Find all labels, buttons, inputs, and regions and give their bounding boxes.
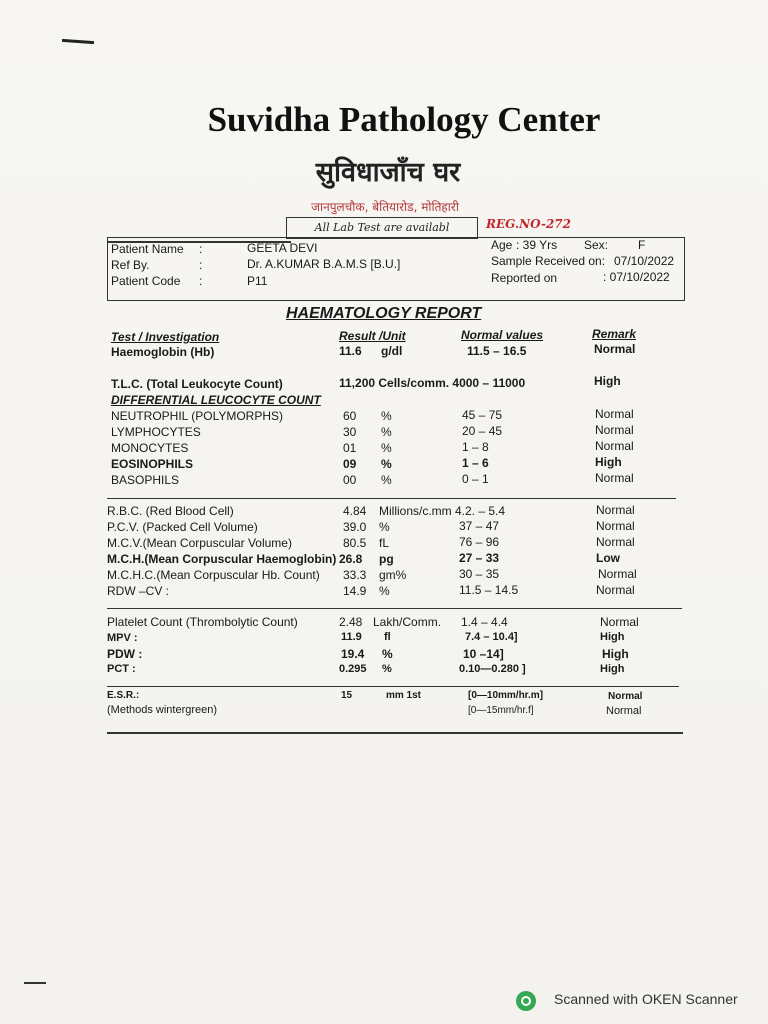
- test-result: 33.3: [343, 568, 367, 582]
- oken-scanner-icon: [516, 991, 536, 1011]
- section-divider: [107, 498, 676, 499]
- test-result: 39.0: [343, 520, 367, 534]
- esr-method: (Methods wintergreen): [107, 704, 218, 716]
- test-unit: %: [382, 663, 392, 675]
- dlc-heading: DIFFERENTIAL LEUCOCYTE COUNT: [111, 393, 321, 407]
- age-value: : 39 Yrs: [516, 238, 558, 252]
- test-unit: pg: [379, 552, 394, 566]
- lab-address: जानपुलचौक, बेतियारोड, मोतिहारी: [311, 200, 459, 214]
- test-result: 11.6: [339, 344, 362, 358]
- column-header-remark: Remark: [592, 327, 637, 341]
- ref-by-label: Ref By.: [111, 258, 150, 272]
- test-result: 11.9: [341, 631, 362, 643]
- bottom-divider: [107, 732, 683, 734]
- test-unit: gm%: [379, 568, 407, 582]
- test-unit: %: [381, 473, 392, 487]
- test-remark: High: [600, 631, 625, 643]
- test-remark: Normal: [595, 423, 634, 437]
- test-normal-range: 11.5 – 14.5: [459, 583, 519, 597]
- lab-name-hindi: सुविधाजाँच घर: [315, 157, 461, 188]
- report-title: HAEMATOLOGY REPORT: [286, 305, 482, 322]
- sample-received-label: Sample Received on:: [491, 254, 606, 268]
- registration-number: REG.NO-272: [486, 217, 572, 231]
- sample-received-date: 07/10/2022: [614, 254, 675, 268]
- patient-code-value: P11: [247, 274, 268, 288]
- pen-mark: [24, 982, 46, 984]
- esr-normal-male: [0—10mm/hr.m]: [468, 690, 544, 701]
- test-name: E.S.R.:: [107, 690, 140, 701]
- test-unit: mm 1st: [386, 690, 422, 701]
- test-normal-range: 11.5 – 16.5: [467, 344, 527, 358]
- colon: :: [199, 258, 203, 272]
- test-remark: High: [600, 663, 625, 675]
- test-result: 00: [343, 473, 357, 487]
- test-result: 60: [343, 409, 357, 423]
- test-remark: Normal: [594, 342, 636, 356]
- test-normal-range: 0.10—0.280 ]: [459, 663, 526, 675]
- test-name: LYMPHOCYTES: [111, 425, 201, 439]
- test-name: MONOCYTES: [111, 441, 189, 455]
- test-unit: %: [381, 425, 392, 439]
- scanner-watermark: Scanned with OKEN Scanner: [554, 991, 738, 1007]
- test-unit: g/dl: [381, 344, 403, 358]
- test-remark: Normal: [608, 691, 643, 702]
- age-label: Age: [491, 238, 513, 252]
- test-normal-range: 30 – 35: [459, 567, 500, 581]
- test-normal-range: 1 – 6: [462, 456, 489, 470]
- test-unit: %: [381, 409, 392, 423]
- test-result: 14.9: [343, 584, 367, 598]
- test-unit: %: [381, 457, 392, 471]
- test-remark: Normal: [595, 407, 634, 421]
- test-name: Platelet Count (Thrombolytic Count): [107, 615, 298, 629]
- test-result: 19.4: [341, 647, 365, 661]
- test-name: PDW :: [107, 647, 143, 661]
- test-name: PCT :: [107, 663, 136, 675]
- test-unit: Millions/c.mm 4.2. – 5.4: [379, 504, 506, 518]
- test-unit: fl: [384, 631, 391, 643]
- test-remark: Normal: [595, 439, 634, 453]
- test-normal-range: 10 –14]: [463, 647, 504, 661]
- test-result: 01: [343, 441, 357, 455]
- reported-on-label: Reported on: [491, 271, 558, 285]
- test-remark: High: [594, 374, 621, 388]
- test-unit: %: [381, 441, 392, 455]
- sex-value: F: [638, 238, 646, 252]
- column-header-normal: Normal values: [461, 328, 544, 342]
- test-result: 0.295: [339, 663, 367, 675]
- colon: :: [199, 274, 203, 288]
- test-normal-range: 20 – 45: [462, 424, 503, 438]
- test-name: T.L.C. (Total Leukocyte Count): [111, 377, 283, 391]
- colon: :: [199, 242, 203, 256]
- test-name: NEUTROPHIL (POLYMORPHS): [111, 409, 284, 423]
- patient-code-label: Patient Code: [111, 274, 181, 288]
- test-result: 15: [341, 690, 353, 701]
- test-result: 2.48: [339, 615, 363, 629]
- pen-mark: [62, 39, 94, 44]
- ref-by-value: Dr. A.KUMAR B.A.M.S [B.U.]: [247, 257, 401, 271]
- test-remark: High: [602, 647, 629, 661]
- lab-name: Suvidha Pathology Center: [207, 100, 601, 139]
- test-normal-range: 76 – 96: [459, 535, 500, 549]
- test-remark: Normal: [606, 705, 642, 717]
- test-result: 09: [343, 457, 357, 471]
- test-normal-range: 37 – 47: [459, 519, 500, 533]
- patient-name-value: GEETA DEVI: [247, 241, 318, 255]
- test-remark: Normal: [596, 583, 635, 597]
- test-result: 26.8: [339, 552, 363, 566]
- test-normal-range: 1.4 – 4.4: [461, 615, 508, 629]
- test-result: 4.84: [343, 504, 367, 518]
- test-normal-range: 7.4 – 10.4]: [465, 631, 518, 643]
- test-name: M.C.H.C.(Mean Corpuscular Hb. Count): [107, 568, 320, 582]
- patient-name-label: Patient Name: [111, 242, 184, 256]
- test-normal-range: 27 – 33: [459, 551, 500, 565]
- test-result: 80.5: [343, 536, 367, 550]
- test-name: P.C.V. (Packed Cell Volume): [107, 520, 258, 534]
- test-name: M.C.H.(Mean Corpuscular Haemoglobin): [107, 552, 337, 566]
- test-result: 11,200 Cells/comm. 4000 – 11000: [339, 376, 526, 390]
- test-normal-range: 45 – 75: [462, 408, 503, 422]
- section-divider: [107, 608, 682, 609]
- test-name: R.B.C. (Red Blood Cell): [107, 504, 234, 518]
- test-normal-range: 1 – 8: [462, 440, 489, 454]
- test-remark: Low: [596, 551, 620, 565]
- column-header-test: Test / Investigation: [111, 330, 220, 344]
- tests-available-banner: All Lab Test are availabl: [286, 217, 478, 239]
- test-unit: %: [382, 647, 393, 661]
- test-remark: Normal: [595, 471, 634, 485]
- test-unit: %: [379, 520, 390, 534]
- column-header-result: Result /Unit: [339, 329, 406, 343]
- test-remark: Normal: [596, 519, 635, 533]
- test-remark: Normal: [596, 535, 635, 549]
- test-unit: fL: [379, 536, 390, 550]
- test-unit: %: [379, 584, 390, 598]
- test-name: Haemoglobin (Hb): [111, 345, 215, 359]
- test-name: RDW –CV :: [107, 584, 170, 598]
- test-name: M.C.V.(Mean Corpuscular Volume): [107, 536, 292, 550]
- test-result: 30: [343, 425, 357, 439]
- test-normal-range: 0 – 1: [462, 472, 489, 486]
- test-name: MPV :: [107, 632, 138, 644]
- test-remark: Normal: [598, 567, 637, 581]
- esr-normal-female: [0—15mm/hr.f]: [468, 705, 534, 716]
- test-name: BASOPHILS: [111, 473, 180, 487]
- test-remark: Normal: [600, 615, 639, 629]
- section-divider: [107, 686, 679, 687]
- test-remark: High: [595, 455, 622, 469]
- test-name: EOSINOPHILS: [111, 457, 194, 471]
- test-unit: Lakh/Comm.: [373, 615, 442, 629]
- test-remark: Normal: [596, 503, 635, 517]
- sex-label: Sex:: [584, 238, 609, 252]
- reported-on-date: : 07/10/2022: [603, 270, 670, 284]
